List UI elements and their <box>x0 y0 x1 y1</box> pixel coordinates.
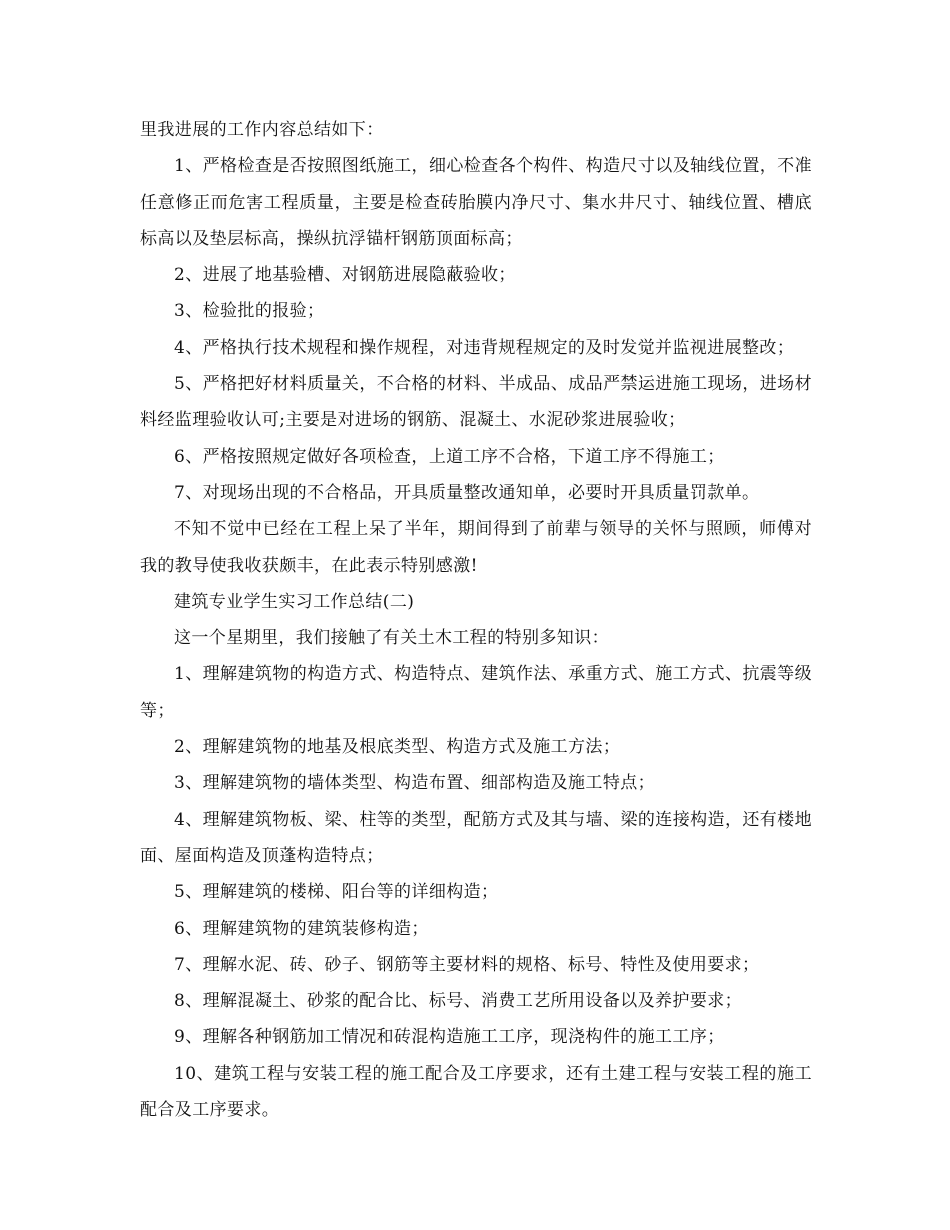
paragraph-17: 6、理解建筑物的建筑装修构造； <box>174 918 429 939</box>
paragraph-7: 6、严格按照规定做好各项检查，上道工序不合格，下道工序不得施工； <box>174 446 725 467</box>
paragraph-3: 2、进展了地基验槽、对钢筋进展隐蔽验收； <box>174 265 516 286</box>
paragraph-5: 4、严格执行技术规程和操作规程，对违背规程规定的及时发觉并监视进展整改； <box>174 337 795 358</box>
paragraph-21: 10、建筑工程与安装工程的施工配合及工序要求，还有土建工程与安装工程的施工配合及工序要求。 <box>140 1063 812 1121</box>
paragraph-1: 里我进展的工作内容总结如下： <box>140 120 384 140</box>
paragraph-20: 9、理解各种钢筋加工情况和砖混构造施工工序，现浇构件的施工工序； <box>174 1027 725 1048</box>
paragraph-2: 1、严格检查是否按照图纸施工，细心检查各个构件、构造尺寸以及轴线位置，不准任意修正而危害工程质量，主要是检查砖胎膜内净尺寸、集水井尺寸、轴线位置、槽底标高以及垫层标高，操纵抗浮锚杆钢筋顶面标高； <box>140 156 812 249</box>
paragraph-8: 7、对现场出现的不合格品，开具质量整改通知单，必要时开具质量罚款单。 <box>174 482 760 503</box>
paragraph-12: 1、理解建筑物的构造方式、构造特点、建筑作法、承重方式、施工方式、抗震等级等； <box>140 664 812 721</box>
section-heading: 建筑专业学生实习工作总结(二) <box>174 591 415 612</box>
paragraph-16: 5、理解建筑的楼梯、阳台等的详细构造； <box>174 882 499 903</box>
paragraph-18: 7、理解水泥、砖、砂子、钢筋等主要材料的规格、标号、特性及使用要求； <box>174 954 760 975</box>
paragraph-9: 不知不觉中已经在工程上呆了半年，期间得到了前辈与领导的关怀与照顾，师傅对我的教导使我收获颇丰，在此表示特别感激! <box>140 519 812 576</box>
paragraph-11: 这一个星期里，我们接触了有关土木工程的特别多知识： <box>174 628 609 649</box>
paragraph-15: 4、理解建筑物板、梁、柱等的类型，配筋方式及其与墙、梁的连接构造，还有楼地面、屋面构造及顶蓬构造特点； <box>140 809 812 866</box>
paragraph-14: 3、理解建筑物的墙体类型、构造布置、细部构造及施工特点； <box>174 773 656 794</box>
document-page <box>140 112 812 1128</box>
paragraph-4: 3、检验批的报验； <box>174 301 325 322</box>
paragraph-6: 5、严格把好材料质量关，不合格的材料、半成品、成品严禁运进施工现场，进场材料经监理验收认可;主要是对进场的钢筋、混凝土、水泥砂浆进展验收； <box>140 374 812 431</box>
paragraph-19: 8、理解混凝土、砂浆的配合比、标号、消费工艺所用设备以及养护要求； <box>174 991 743 1012</box>
paragraph-13: 2、理解建筑物的地基及根底类型、构造方式及施工方法； <box>174 737 621 758</box>
